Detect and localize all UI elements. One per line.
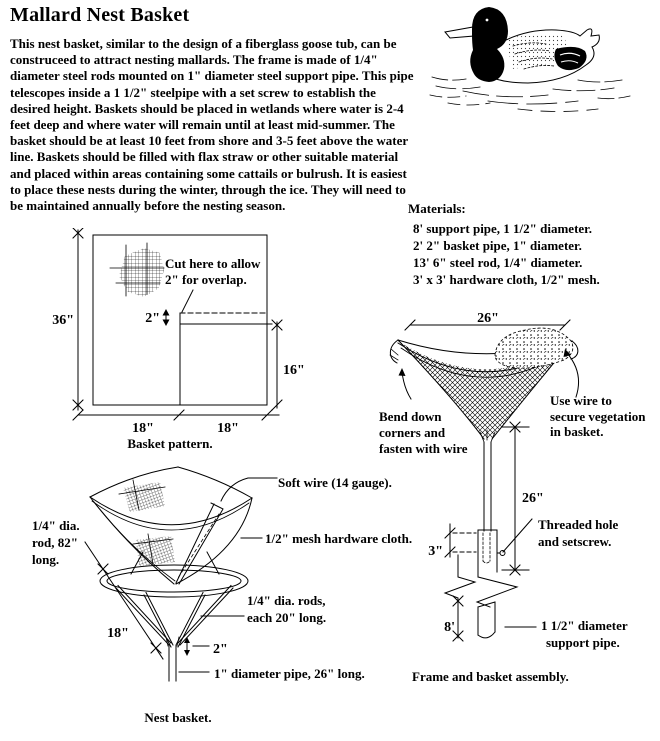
dim-2: 2" xyxy=(145,311,160,326)
threaded-label-line1: Threaded hole xyxy=(538,517,619,532)
dim-26-side: 26" xyxy=(522,491,544,506)
wire-label-line3: in basket. xyxy=(550,424,604,439)
arrowhead-down xyxy=(163,320,170,327)
dim-16: 16" xyxy=(283,363,305,378)
dim-18-left: 18" xyxy=(132,421,154,436)
duck-head xyxy=(445,7,508,82)
support-label-line1: 1 1/2" diameter xyxy=(541,618,628,633)
rod-label-line1: 1/4" dia. xyxy=(32,518,80,533)
mallard-duck-illustration xyxy=(428,3,643,123)
dim-2-stub: 2" xyxy=(213,642,228,657)
nest-basket-figure xyxy=(15,450,415,741)
wire-label-line2: secure vegetation xyxy=(550,409,646,424)
soft-wire-label: Soft wire (14 gauge). xyxy=(278,475,392,490)
duck-water-ripples xyxy=(430,77,630,112)
bend-label-line3: fasten with wire xyxy=(379,441,468,456)
rods-label-line2: each 20" long. xyxy=(247,610,327,625)
dim-36: 36" xyxy=(52,313,74,328)
assembly-figure xyxy=(375,305,660,690)
bend-label-line2: corners and xyxy=(379,425,446,440)
cut-note-line2: 2" for overlap. xyxy=(165,272,247,287)
pipe-label: 1" diameter pipe, 26" long. xyxy=(214,666,365,681)
assembly-caption: Frame and basket assembly. xyxy=(412,669,569,684)
materials-section xyxy=(408,200,600,288)
materials-item: 3' x 3' hardware cloth, 1/2" mesh. xyxy=(413,272,600,287)
materials-item: 8' support pipe, 1 1/2" diameter. xyxy=(413,221,592,236)
arrowhead-left-corner xyxy=(399,368,406,376)
nest-mesh-swatches xyxy=(119,480,175,566)
materials-item: 2' 2" basket pipe, 1" diameter. xyxy=(413,238,582,253)
nest-caption: Nest basket. xyxy=(144,710,212,725)
dim-18-slant: 18" xyxy=(107,626,129,641)
dim-3: 3" xyxy=(428,544,443,559)
threaded-label-line2: and setscrew. xyxy=(538,534,612,549)
materials-heading: Materials: xyxy=(408,201,466,216)
wire-label-line1: Use wire to xyxy=(550,393,612,408)
rods-label-line1: 1/4" dia. rods, xyxy=(247,593,326,608)
mesh-cloth-label: 1/2" mesh hardware cloth. xyxy=(265,531,413,546)
nest-cloth xyxy=(90,467,277,584)
pattern-caption: Basket pattern. xyxy=(127,436,213,451)
rod-label-line3: long. xyxy=(32,552,60,567)
support-label-line2: support pipe. xyxy=(546,635,620,650)
dim-18-right: 18" xyxy=(217,421,239,436)
intro-paragraph: This nest basket, similar to the design of a fiberglass goose tub, can be construceed to attract nesting mallards. The frame is made of 1/4" diameter steel rods mounted on 1" diameter steel support pipe. This pipe telescopes inside a 1 1/2" steelpipe with a set screw to establish the desired height. Baskets should be placed in wetlands where water is 2-4 feet deep and where water will remain until at least mid-summer. The basket should be at least 10 feet from shore and 3-5 feet above the water line. Baskets should be filled with flax straw or other suitable material and placed within areas containing some cattails or bulrush. It is easiest to place these nests during the winter, through the ice. They will need to be maintained annually before the nesting season. xyxy=(10,36,414,214)
rod-label-line2: rod, 82" xyxy=(32,535,78,550)
dim-8ft: 8' xyxy=(444,620,455,635)
assembly-pipe xyxy=(477,430,517,638)
cut-note-line1: Cut here to allow xyxy=(165,256,261,271)
dim-26-top: 26" xyxy=(477,311,499,326)
arrowhead-up xyxy=(163,309,170,316)
pattern-mesh-swatch xyxy=(110,243,164,297)
page-title: Mallard Nest Basket xyxy=(10,4,190,26)
basket-pattern-figure xyxy=(30,228,330,458)
materials-item: 13' 6" steel rod, 1/4" diameter. xyxy=(413,255,583,270)
bend-label-line1: Bend down xyxy=(379,409,442,424)
arrowhead-down xyxy=(184,650,190,656)
